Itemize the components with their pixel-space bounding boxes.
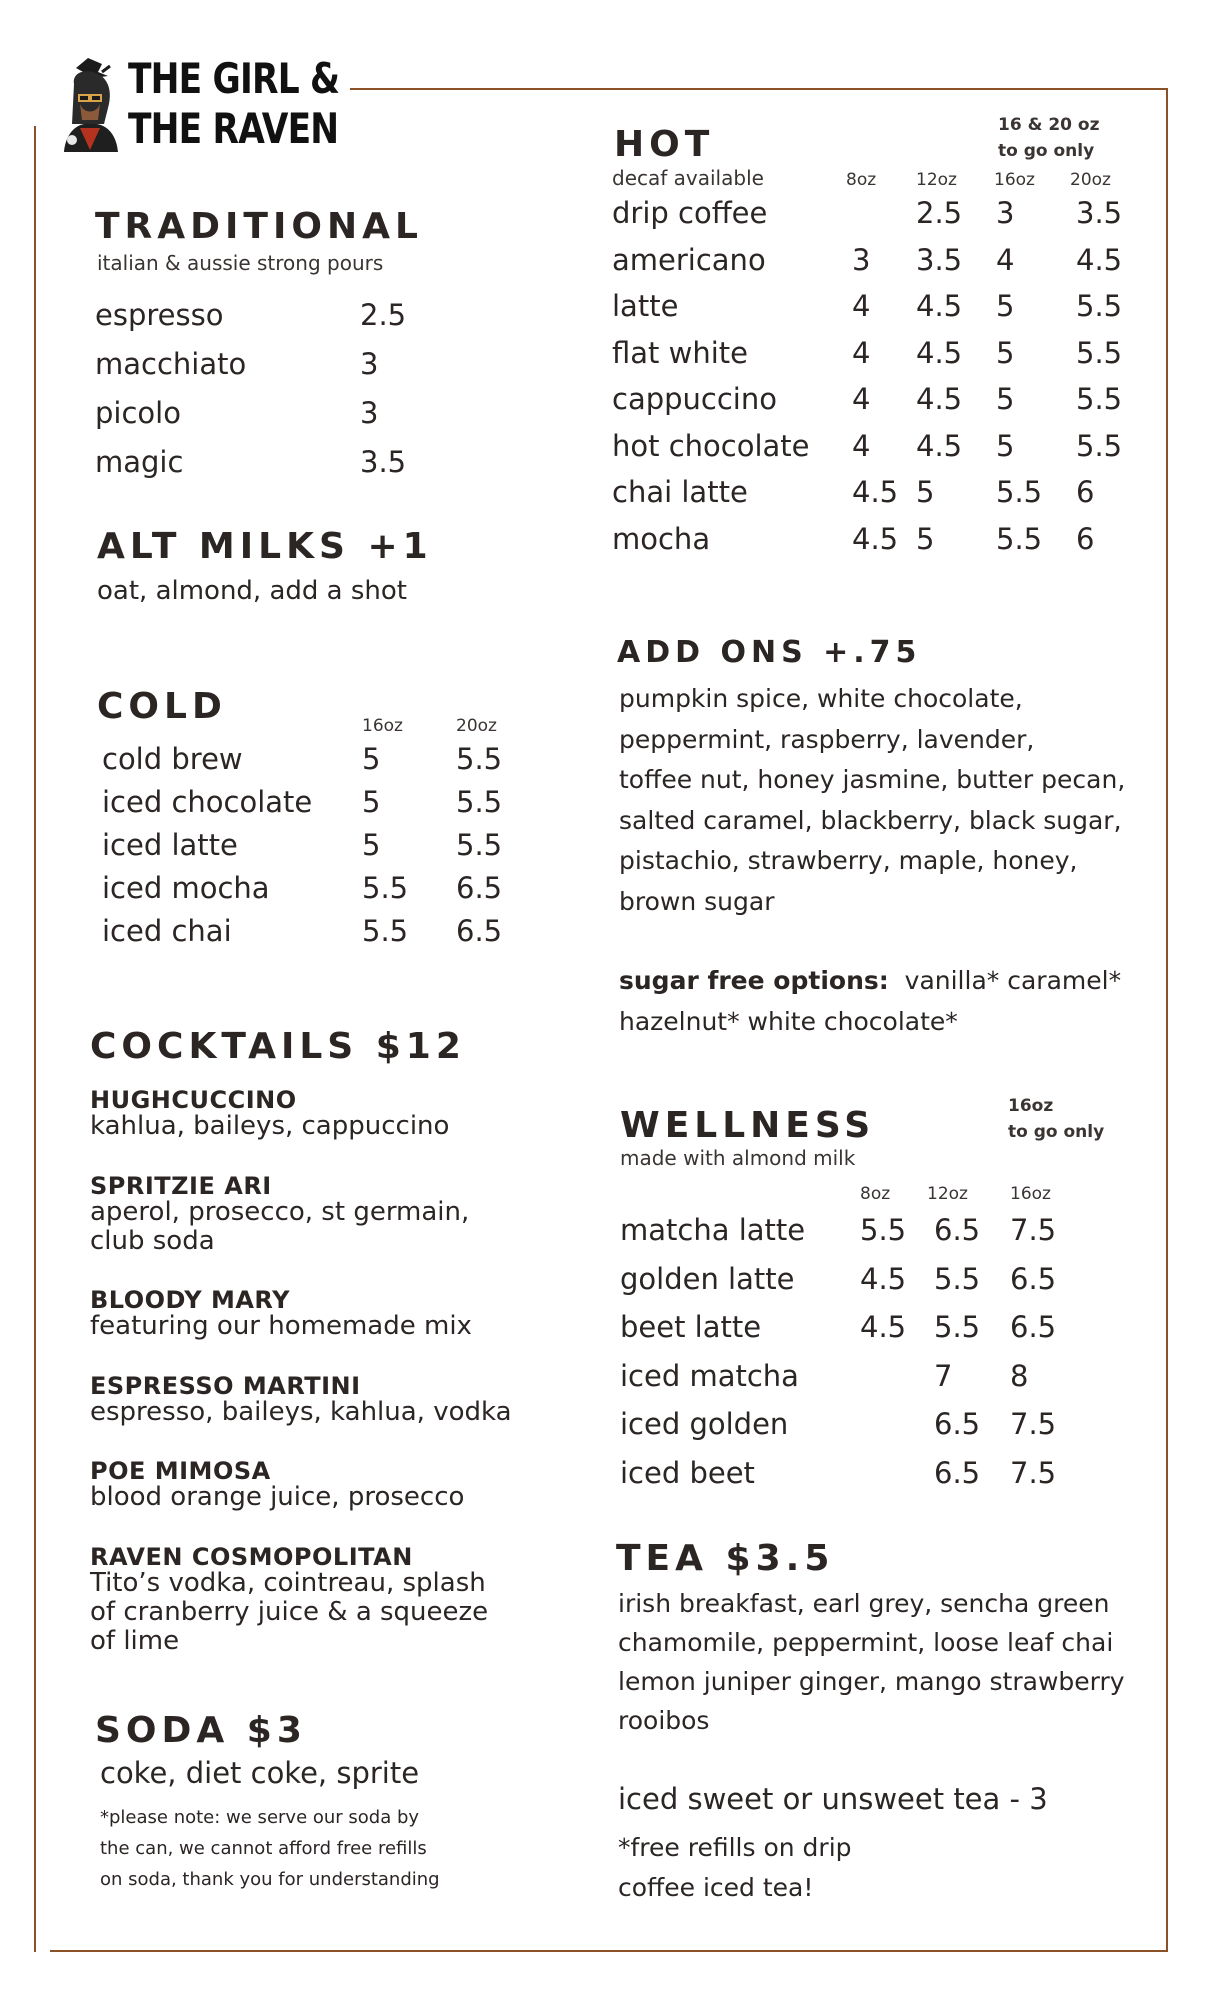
hot-subtitle: decaf available <box>612 166 764 190</box>
sugar-free-list: vanilla* caramel* <box>904 966 1122 995</box>
item-price: 4 <box>852 289 871 323</box>
item-price: 6 <box>1076 521 1095 556</box>
menu-item: iced mocha <box>102 871 270 905</box>
add-ons-title: ADD ONS +.75 <box>617 635 922 670</box>
menu-item: iced chai <box>102 914 232 948</box>
cocktail-name: HUGHCUCCINO <box>90 1086 297 1114</box>
add-ons-line: salted caramel, blackberry, black sugar, <box>619 805 1122 835</box>
item-price: 7.5 <box>1010 1407 1057 1441</box>
cocktail-desc: Tito’s vodka, cointreau, splash of cranberry juice & a squeeze of lime <box>90 1568 489 1656</box>
item-price: 5 <box>916 475 935 509</box>
wellness-title: WELLNESS <box>620 1105 876 1146</box>
cocktail-desc: featuring our homemade mix <box>90 1311 472 1341</box>
item-price: 2.5 <box>360 298 407 332</box>
item-price: 6 <box>1076 475 1095 509</box>
hot-size-8oz: 8oz <box>846 170 877 190</box>
item-price: 4 <box>852 428 871 463</box>
menu-item: golden latte <box>620 1261 795 1296</box>
menu-item: iced latte <box>102 828 238 862</box>
cocktail-desc: blood orange juice, prosecco <box>90 1482 465 1512</box>
cocktail-name: POE MIMOSA <box>90 1457 271 1485</box>
menu-item: mocha <box>612 521 711 556</box>
item-price: 3.5 <box>1076 196 1123 230</box>
item-price: 4 <box>852 382 871 416</box>
item-price: 4.5 <box>916 289 963 323</box>
tea-line: chamomile, peppermint, loose leaf chai <box>618 1628 1114 1657</box>
menu-item: hot chocolate <box>612 428 810 463</box>
alt-milks-title: ALT MILKS +1 <box>97 526 433 567</box>
item-price: 5 <box>362 785 381 819</box>
soda-note-line: on soda, thank you for understanding <box>100 1869 440 1890</box>
iced-tea-text: iced sweet or unsweet tea - 3 <box>618 1782 1048 1816</box>
item-price: 4.5 <box>852 475 899 509</box>
item-price: 5.5 <box>860 1213 907 1247</box>
menu-item: picolo <box>95 396 181 430</box>
hot-title: HOT <box>614 124 715 165</box>
item-price: 5 <box>996 382 1015 416</box>
cocktails-title: COCKTAILS $12 <box>90 1026 466 1067</box>
item-price: 5.5 <box>362 871 409 905</box>
tea-line: lemon juniper ginger, mango strawberry <box>618 1667 1125 1696</box>
item-price: 5 <box>996 428 1015 463</box>
item-price: 5.5 <box>934 1261 981 1296</box>
menu-item: flat white <box>612 335 748 370</box>
item-price: 6.5 <box>934 1213 981 1247</box>
item-price: 4.5 <box>916 428 963 463</box>
soda-note <box>100 1802 440 1895</box>
sugar-free-options <box>619 961 1121 1042</box>
wellness-size-16oz: 16oz <box>1010 1184 1051 1204</box>
menu-item: cold brew <box>102 742 243 776</box>
menu-item: iced chocolate <box>102 785 313 819</box>
item-price: 3 <box>996 196 1015 230</box>
item-price: 5 <box>996 289 1015 323</box>
wellness-togo-note: to go only <box>1008 1122 1105 1142</box>
frame-left-line <box>34 126 36 1952</box>
item-price: 3 <box>852 242 871 277</box>
frame-right-line <box>1166 88 1168 1951</box>
item-price: 7 <box>934 1358 953 1393</box>
item-price: 5 <box>362 828 381 862</box>
item-price: 5.5 <box>362 914 409 948</box>
menu-item: iced matcha <box>620 1358 799 1393</box>
item-price: 2.5 <box>916 196 963 230</box>
item-price: 3.5 <box>916 242 963 277</box>
item-price: 5.5 <box>996 521 1043 556</box>
add-ons-line: toffee nut, honey jasmine, butter pecan, <box>619 765 1126 794</box>
item-price: 5.5 <box>934 1310 981 1344</box>
item-price: 6.5 <box>456 914 503 948</box>
hot-size-16oz: 16oz <box>994 170 1035 190</box>
item-price: 4 <box>852 335 871 370</box>
raven-girl-logo-icon <box>58 54 122 158</box>
wellness-subtitle: made with almond milk <box>620 1146 856 1170</box>
item-price: 5 <box>996 335 1015 370</box>
wellness-size-12oz: 12oz <box>927 1184 968 1204</box>
soda-title: SODA $3 <box>95 1710 307 1751</box>
frame-bottom-line <box>50 1950 1168 1952</box>
menu-item: iced golden <box>620 1407 789 1441</box>
soda-note-line: the can, we cannot afford free refills <box>100 1838 427 1859</box>
menu-item: macchiato <box>95 347 247 381</box>
item-price: 5 <box>362 742 381 776</box>
traditional-title: TRADITIONAL <box>95 206 423 247</box>
cocktail-desc: aperol, prosecco, st germain, club soda <box>90 1197 470 1256</box>
item-price: 3 <box>360 347 379 381</box>
item-price: 8 <box>1010 1358 1029 1393</box>
soda-note-line: *please note: we serve our soda by <box>100 1807 420 1828</box>
cocktail-name: RAVEN COSMOPOLITAN <box>90 1543 413 1571</box>
frame-top-line <box>350 88 1168 90</box>
item-price: 4.5 <box>860 1261 907 1296</box>
sugar-free-label: sugar free options: <box>619 966 889 995</box>
tea-line: rooibos <box>618 1706 710 1735</box>
item-price: 3 <box>360 396 379 430</box>
item-price: 4 <box>996 242 1015 277</box>
hot-togo-note: 16 & 20 oz <box>998 115 1100 135</box>
add-ons-line: brown sugar <box>619 886 775 916</box>
cocktail-desc: espresso, baileys, kahlua, vodka <box>90 1397 512 1427</box>
menu-item: espresso <box>95 298 224 332</box>
refill-note-line: *free refills on drip <box>618 1833 852 1862</box>
wellness-togo-note: 16oz <box>1008 1096 1054 1116</box>
menu-item: cappuccino <box>612 382 777 416</box>
brand-line-1: THE GIRL & <box>128 54 340 103</box>
add-ons-list <box>619 679 1125 922</box>
hot-size-20oz: 20oz <box>1070 170 1111 190</box>
item-price: 3.5 <box>360 445 407 479</box>
add-ons-line: pistachio, strawberry, maple, honey, <box>619 846 1078 875</box>
add-ons-line: peppermint, raspberry, lavender, <box>619 724 1035 754</box>
menu-item: magic <box>95 445 184 479</box>
wellness-size-8oz: 8oz <box>860 1184 891 1204</box>
item-price: 5.5 <box>996 475 1043 509</box>
tea-line: irish breakfast, earl grey, sencha green <box>618 1589 1110 1618</box>
cold-size-20oz: 20oz <box>456 716 497 736</box>
add-ons-line: pumpkin spice, white chocolate, <box>619 684 1023 713</box>
traditional-subtitle: italian & aussie strong pours <box>97 251 384 275</box>
cocktail-desc: kahlua, baileys, cappuccino <box>90 1111 450 1141</box>
item-price: 5.5 <box>456 828 503 862</box>
item-price: 7.5 <box>1010 1455 1057 1490</box>
item-price: 4.5 <box>860 1310 907 1344</box>
item-price: 5.5 <box>1076 335 1123 370</box>
cocktail-name: BLOODY MARY <box>90 1286 290 1314</box>
item-price: 5.5 <box>456 785 503 819</box>
item-price: 7.5 <box>1010 1213 1057 1247</box>
cocktail-name: ESPRESSO MARTINI <box>90 1372 361 1400</box>
item-price: 5.5 <box>1076 382 1123 416</box>
menu-item: iced beet <box>620 1455 755 1490</box>
soda-text: coke, diet coke, sprite <box>100 1756 420 1790</box>
item-price: 5 <box>916 521 935 556</box>
item-price: 6.5 <box>934 1455 981 1490</box>
hot-togo-note: to go only <box>998 141 1095 161</box>
tea-list <box>618 1584 1125 1740</box>
alt-milks-text: oat, almond, add a shot <box>97 576 407 606</box>
hot-size-12oz: 12oz <box>916 170 957 190</box>
item-price: 5.5 <box>1076 289 1123 323</box>
item-price: 6.5 <box>1010 1261 1057 1296</box>
sugar-free-list: hazelnut* white chocolate* <box>619 1006 958 1036</box>
cold-size-16oz: 16oz <box>362 716 403 736</box>
brand-line-2: THE RAVEN <box>128 104 339 153</box>
item-price: 4.5 <box>852 521 899 556</box>
item-price: 6.5 <box>934 1407 981 1441</box>
menu-item: americano <box>612 242 766 277</box>
menu-item: matcha latte <box>620 1213 806 1247</box>
item-price: 6.5 <box>1010 1310 1057 1344</box>
item-price: 4.5 <box>1076 242 1123 277</box>
item-price: 4.5 <box>916 335 963 370</box>
cocktail-name: SPRITZIE ARI <box>90 1172 272 1200</box>
menu-item: chai latte <box>612 475 748 509</box>
item-price: 5.5 <box>1076 428 1123 463</box>
cold-title: COLD <box>97 686 227 727</box>
refill-note <box>618 1828 852 1908</box>
menu-item: latte <box>612 289 679 323</box>
refill-note-line: coffee iced tea! <box>618 1873 814 1902</box>
item-price: 4.5 <box>916 382 963 416</box>
brand-name <box>128 54 339 154</box>
tea-title: TEA $3.5 <box>616 1538 835 1579</box>
item-price: 6.5 <box>456 871 503 905</box>
menu-item: beet latte <box>620 1310 762 1344</box>
item-price: 5.5 <box>456 742 503 776</box>
menu-item: drip coffee <box>612 196 768 230</box>
